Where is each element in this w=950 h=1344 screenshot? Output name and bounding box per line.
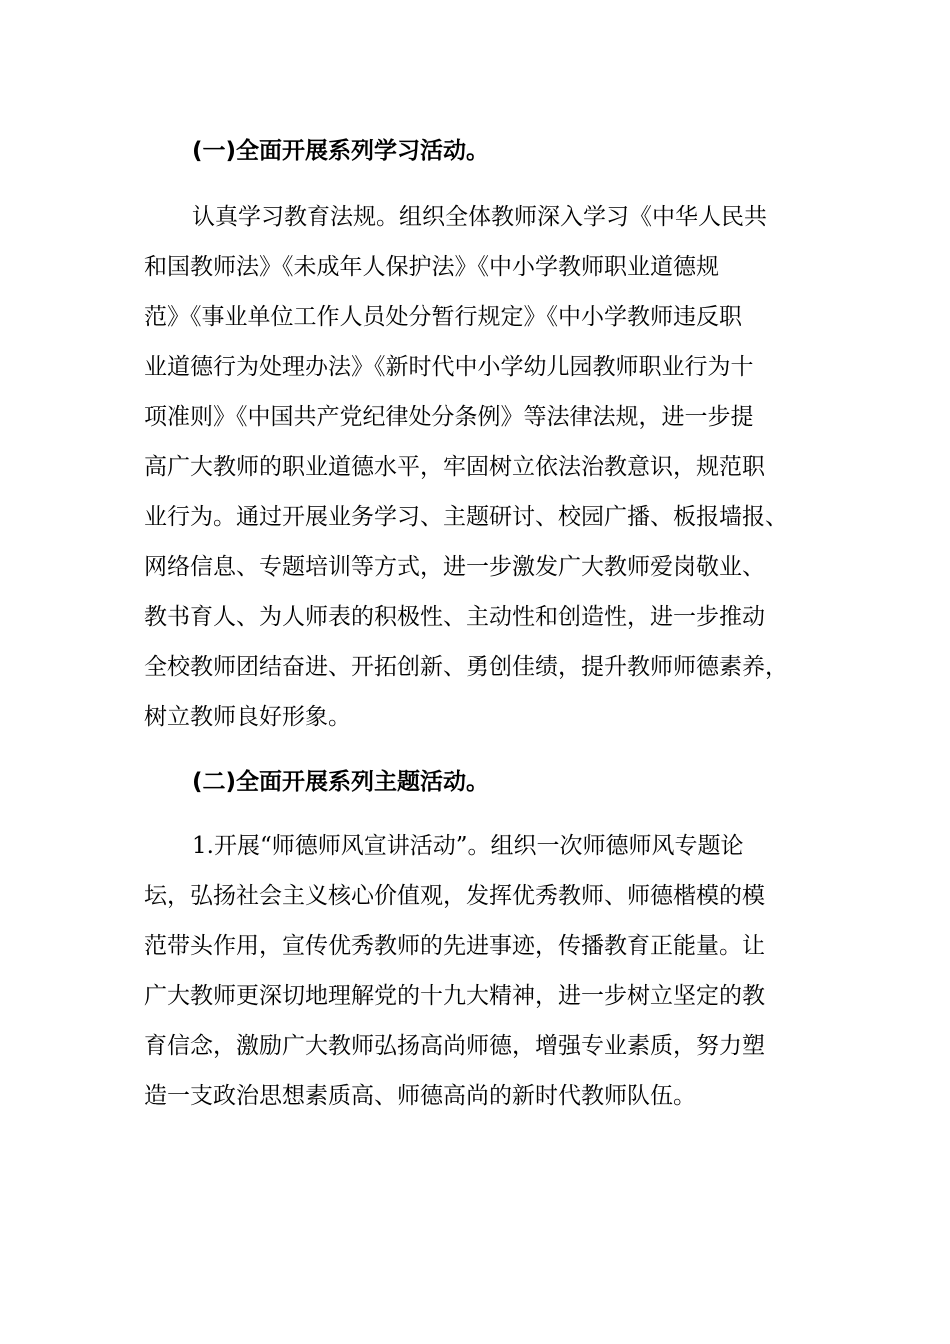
paragraph-line: 范带头作用，宣传优秀教师的先进事迹，传播教育正能量。让 bbox=[144, 933, 765, 959]
paragraph-line: 业道德行为处理办法》《新时代中小学幼儿园教师职业行为十 bbox=[144, 354, 754, 380]
paragraph-line: 全校教师团结奋进、开拓创新、勇创佳绩，提升教师师德素养， bbox=[144, 654, 788, 680]
paragraph-line: 和国教师法》《未成年人保护法》《中小学教师职业道德规 bbox=[144, 254, 719, 280]
paragraph-line: 坛，弘扬社会主义核心价值观，发挥优秀教师、师德楷模的模 bbox=[144, 883, 765, 909]
section-2-paragraph bbox=[144, 821, 824, 1121]
paragraph-line: 造一支政治思想素质高、师德高尚的新时代教师队伍。 bbox=[144, 1083, 696, 1109]
paragraph-line: 项准则》《中国共产党纪律处分条例》等法律法规，进一步提 bbox=[144, 404, 754, 430]
paragraph-line: 育信念，激励广大教师弘扬高尚师德，增强专业素质，努力塑 bbox=[144, 1033, 765, 1059]
paragraph-line: 高广大教师的职业道德水平，牢固树立依法治教意识，规范职 bbox=[144, 454, 765, 480]
section-heading-1: (一)全面开展系列学习活动。 bbox=[192, 138, 490, 164]
paragraph-line: 业行为。通过开展业务学习、主题研讨、校园广播、板报墙报、 bbox=[144, 504, 788, 530]
paragraph-line: 认真学习教育法规。组织全体教师深入学习《中华人民共 bbox=[192, 204, 767, 230]
paragraph-line: 教书育人、为人师表的积极性、主动性和创造性，进一步推动 bbox=[144, 604, 765, 630]
section-heading-2: (二)全面开展系列主题活动。 bbox=[192, 769, 490, 795]
paragraph-line: 网络信息、专题培训等方式，进一步激发广大教师爱岗敬业、 bbox=[144, 554, 765, 580]
paragraph-line: 广大教师更深切地理解党的十九大精神，进一步树立坚定的教 bbox=[144, 983, 765, 1009]
paragraph-line: 树立教师良好形象。 bbox=[144, 704, 351, 730]
section-1-paragraph bbox=[144, 192, 824, 742]
paragraph-line: 1.开展“师德师风宣讲活动”。组织一次师德师风专题论 bbox=[192, 833, 744, 859]
paragraph-line: 范》《事业单位工作人员处分暂行规定》《中小学教师违反职 bbox=[144, 304, 742, 330]
